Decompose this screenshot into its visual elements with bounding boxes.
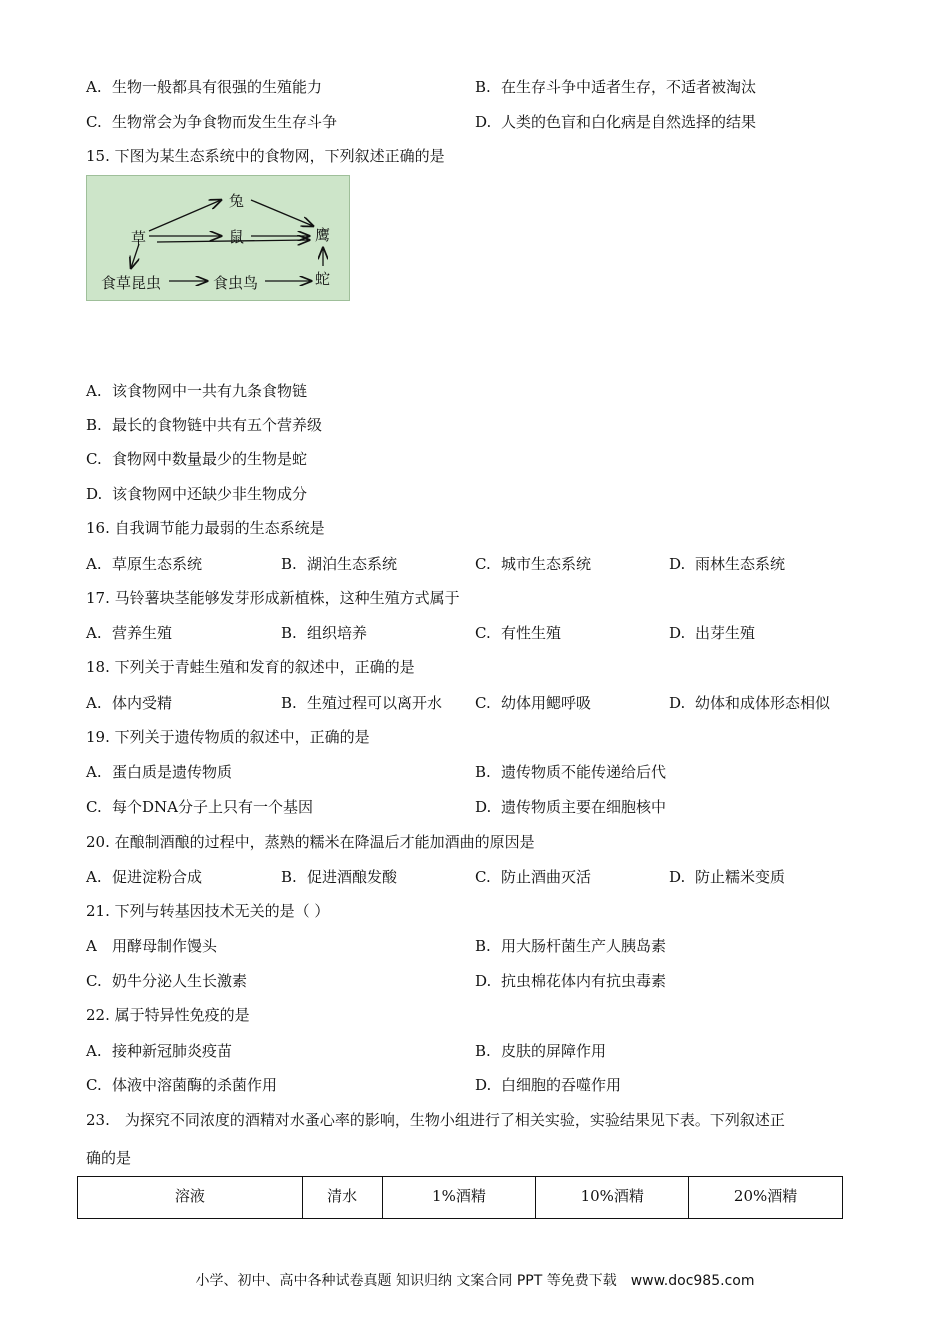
option-letter: B. bbox=[475, 1042, 491, 1060]
q18-stem: 18. 下列关于青蛙生殖和发育的叙述中，正确的是 bbox=[86, 658, 415, 676]
option-text: 该食物网中一共有九条食物链 bbox=[112, 382, 308, 400]
option-text: 白细胞的吞噬作用 bbox=[501, 1076, 622, 1094]
q21-stem: 21. 下列与转基因技术无关的是（ ） bbox=[86, 902, 330, 920]
option-letter: B. bbox=[475, 78, 491, 96]
option-letter: C. bbox=[475, 624, 491, 642]
option-text: 促进酒酿发酸 bbox=[307, 868, 398, 886]
table-header-cell: 10%酒精 bbox=[536, 1177, 689, 1219]
option-text: 每个DNA分子上只有一个基因 bbox=[112, 798, 313, 816]
q17-option-d bbox=[669, 623, 755, 643]
node-grass: 草 bbox=[131, 229, 147, 247]
option-letter: C. bbox=[86, 798, 102, 816]
q22-option-d bbox=[475, 1075, 621, 1095]
option-letter: D. bbox=[475, 972, 492, 990]
table-header-cell: 20%酒精 bbox=[689, 1177, 843, 1219]
arrow-rabbit-hawk bbox=[251, 200, 313, 226]
option-letter: B. bbox=[281, 694, 297, 712]
q16-option-b bbox=[281, 554, 397, 574]
option-letter: D. bbox=[86, 485, 103, 503]
q18-option-a bbox=[86, 693, 172, 713]
q19-stem: 19. 下列关于遗传物质的叙述中，正确的是 bbox=[86, 728, 370, 746]
option-text: 生物一般都具有很强的生殖能力 bbox=[112, 78, 323, 96]
q23-stem-line2: 确的是 bbox=[86, 1149, 132, 1167]
node-mouse: 鼠 bbox=[229, 228, 245, 246]
q20-stem: 20. 在酿制酒酿的过程中，蒸熟的糯米在降温后才能加酒曲的原因是 bbox=[86, 833, 535, 851]
q21-option-b bbox=[475, 936, 666, 956]
q17-option-c bbox=[475, 623, 561, 643]
option-text: 幼体用鳃呼吸 bbox=[501, 694, 592, 712]
option-letter: D. bbox=[669, 868, 686, 886]
option-letter: B. bbox=[281, 868, 297, 886]
option-letter: A. bbox=[86, 555, 102, 573]
option-text: 营养生殖 bbox=[112, 624, 173, 642]
option-letter: A bbox=[86, 937, 97, 955]
q20-option-a bbox=[86, 867, 202, 887]
q21-option-d bbox=[475, 971, 666, 991]
option-letter: C. bbox=[475, 868, 491, 886]
node-rabbit: 兔 bbox=[229, 192, 245, 210]
q19-option-b bbox=[475, 762, 666, 782]
option-text: 草原生态系统 bbox=[112, 555, 203, 573]
option-text: 奶牛分泌人生长激素 bbox=[112, 972, 248, 990]
option-letter: B. bbox=[281, 624, 297, 642]
option-text: 用酵母制作馒头 bbox=[112, 937, 218, 955]
q15-option-a bbox=[86, 381, 307, 401]
option-text: 体内受精 bbox=[112, 694, 173, 712]
q16-option-c bbox=[475, 554, 591, 574]
option-text: 防止糯米变质 bbox=[695, 868, 786, 886]
option-letter: C. bbox=[86, 1076, 102, 1094]
q22-option-c bbox=[86, 1075, 277, 1095]
option-text: 生殖过程可以离开水 bbox=[307, 694, 443, 712]
q19-option-c bbox=[86, 797, 313, 817]
q22-option-b bbox=[475, 1041, 606, 1061]
q15-option-b bbox=[86, 415, 322, 435]
option-text: 食物网中数量最少的生物是蛇 bbox=[112, 450, 308, 468]
food-web-diagram bbox=[86, 175, 350, 301]
option-text: 城市生态系统 bbox=[501, 555, 592, 573]
option-letter: A. bbox=[86, 694, 102, 712]
table-header-cell: 溶液 bbox=[78, 1177, 303, 1219]
q16-option-a bbox=[86, 554, 202, 574]
q20-option-d bbox=[669, 867, 785, 887]
node-hawk: 鹰 bbox=[315, 226, 331, 244]
option-text: 组织培养 bbox=[307, 624, 368, 642]
node-insect: 食草昆虫 bbox=[101, 274, 162, 292]
option-text: 该食物网中还缺少非生物成分 bbox=[112, 485, 308, 503]
q20-option-b bbox=[281, 867, 397, 887]
q16-option-d bbox=[669, 554, 785, 574]
option-letter: A. bbox=[86, 763, 102, 781]
q22-stem: 22. 属于特异性免疫的是 bbox=[86, 1006, 250, 1024]
option-letter: B. bbox=[475, 763, 491, 781]
option-text: 抗虫棉花体内有抗虫毒素 bbox=[501, 972, 667, 990]
q19-option-d bbox=[475, 797, 666, 817]
option-text: 幼体和成体形态相似 bbox=[695, 694, 831, 712]
q14-option-b bbox=[475, 77, 756, 97]
option-text: 人类的色盲和白化病是自然选择的结果 bbox=[501, 113, 757, 131]
q19-option-a bbox=[86, 762, 232, 782]
option-letter: C. bbox=[86, 113, 102, 131]
q18-option-c bbox=[475, 693, 591, 713]
option-text: 出芽生殖 bbox=[695, 624, 756, 642]
q14-option-c bbox=[86, 112, 337, 132]
option-letter: A. bbox=[86, 78, 102, 96]
option-letter: C. bbox=[475, 694, 491, 712]
q17-option-b bbox=[281, 623, 367, 643]
q17-option-a bbox=[86, 623, 172, 643]
table-header-cell: 1%酒精 bbox=[382, 1177, 536, 1219]
option-letter: C. bbox=[86, 450, 102, 468]
option-text: 有性生殖 bbox=[501, 624, 562, 642]
option-text: 皮肤的屏障作用 bbox=[501, 1042, 607, 1060]
option-text: 体液中溶菌酶的杀菌作用 bbox=[112, 1076, 278, 1094]
option-letter: C. bbox=[86, 972, 102, 990]
q18-option-d bbox=[669, 693, 830, 713]
q22-option-a bbox=[86, 1041, 232, 1061]
option-letter: A. bbox=[86, 868, 102, 886]
page-footer: 小学、初中、高中各种试卷真题 知识归纳 文案合同 PPT 等免费下载 www.doc985.com bbox=[195, 1273, 755, 1289]
node-bird: 食虫鸟 bbox=[213, 274, 259, 292]
option-letter: A. bbox=[86, 382, 102, 400]
q23-stem-line1: 23. 为探究不同浓度的酒精对水蚤心率的影响，生物小组进行了相关实验，实验结果见下表。下列叙述正 bbox=[86, 1111, 785, 1129]
option-text: 防止酒曲灭活 bbox=[501, 868, 592, 886]
option-text: 雨林生态系统 bbox=[695, 555, 786, 573]
option-text: 用大肠杆菌生产人胰岛素 bbox=[501, 937, 667, 955]
option-letter: B. bbox=[475, 937, 491, 955]
option-letter: B. bbox=[86, 416, 102, 434]
q21-option-c bbox=[86, 971, 247, 991]
option-letter: D. bbox=[669, 624, 686, 642]
q15-option-d bbox=[86, 484, 307, 504]
q18-option-b bbox=[281, 693, 442, 713]
q15-stem: 15. 下图为某生态系统中的食物网，下列叙述正确的是 bbox=[86, 147, 445, 165]
q16-stem: 16. 自我调节能力最弱的生态系统是 bbox=[86, 519, 325, 537]
option-text: 接种新冠肺炎疫苗 bbox=[112, 1042, 233, 1060]
option-text: 遗传物质不能传递给后代 bbox=[501, 763, 667, 781]
node-snake: 蛇 bbox=[315, 270, 331, 288]
option-letter: D. bbox=[669, 694, 686, 712]
option-letter: C. bbox=[475, 555, 491, 573]
q15-option-c bbox=[86, 449, 307, 469]
option-text: 遗传物质主要在细胞核中 bbox=[501, 798, 667, 816]
q14-option-d bbox=[475, 112, 756, 132]
q17-stem: 17. 马铃薯块茎能够发芽形成新植株，这种生殖方式属于 bbox=[86, 589, 460, 607]
option-letter: B. bbox=[281, 555, 297, 573]
q20-option-c bbox=[475, 867, 591, 887]
option-text: 促进淀粉合成 bbox=[112, 868, 203, 886]
option-letter: D. bbox=[475, 798, 492, 816]
option-text: 生物常会为争食物而发生生存斗争 bbox=[112, 113, 338, 131]
q21-option-a bbox=[86, 936, 217, 956]
table-header-cell: 清水 bbox=[302, 1177, 382, 1219]
q14-option-a bbox=[86, 77, 322, 97]
option-letter: A. bbox=[86, 624, 102, 642]
option-letter: D. bbox=[669, 555, 686, 573]
q23-table bbox=[77, 1176, 843, 1219]
arrow-grass-rabbit bbox=[149, 200, 221, 231]
option-letter: D. bbox=[475, 1076, 492, 1094]
option-text: 蛋白质是遗传物质 bbox=[112, 763, 233, 781]
option-letter: D. bbox=[475, 113, 492, 131]
option-letter: A. bbox=[86, 1042, 102, 1060]
option-text: 最长的食物链中共有五个营养级 bbox=[112, 416, 323, 434]
option-text: 在生存斗争中适者生存，不适者被淘汰 bbox=[501, 78, 757, 96]
option-text: 湖泊生态系统 bbox=[307, 555, 398, 573]
table-row bbox=[78, 1177, 843, 1219]
